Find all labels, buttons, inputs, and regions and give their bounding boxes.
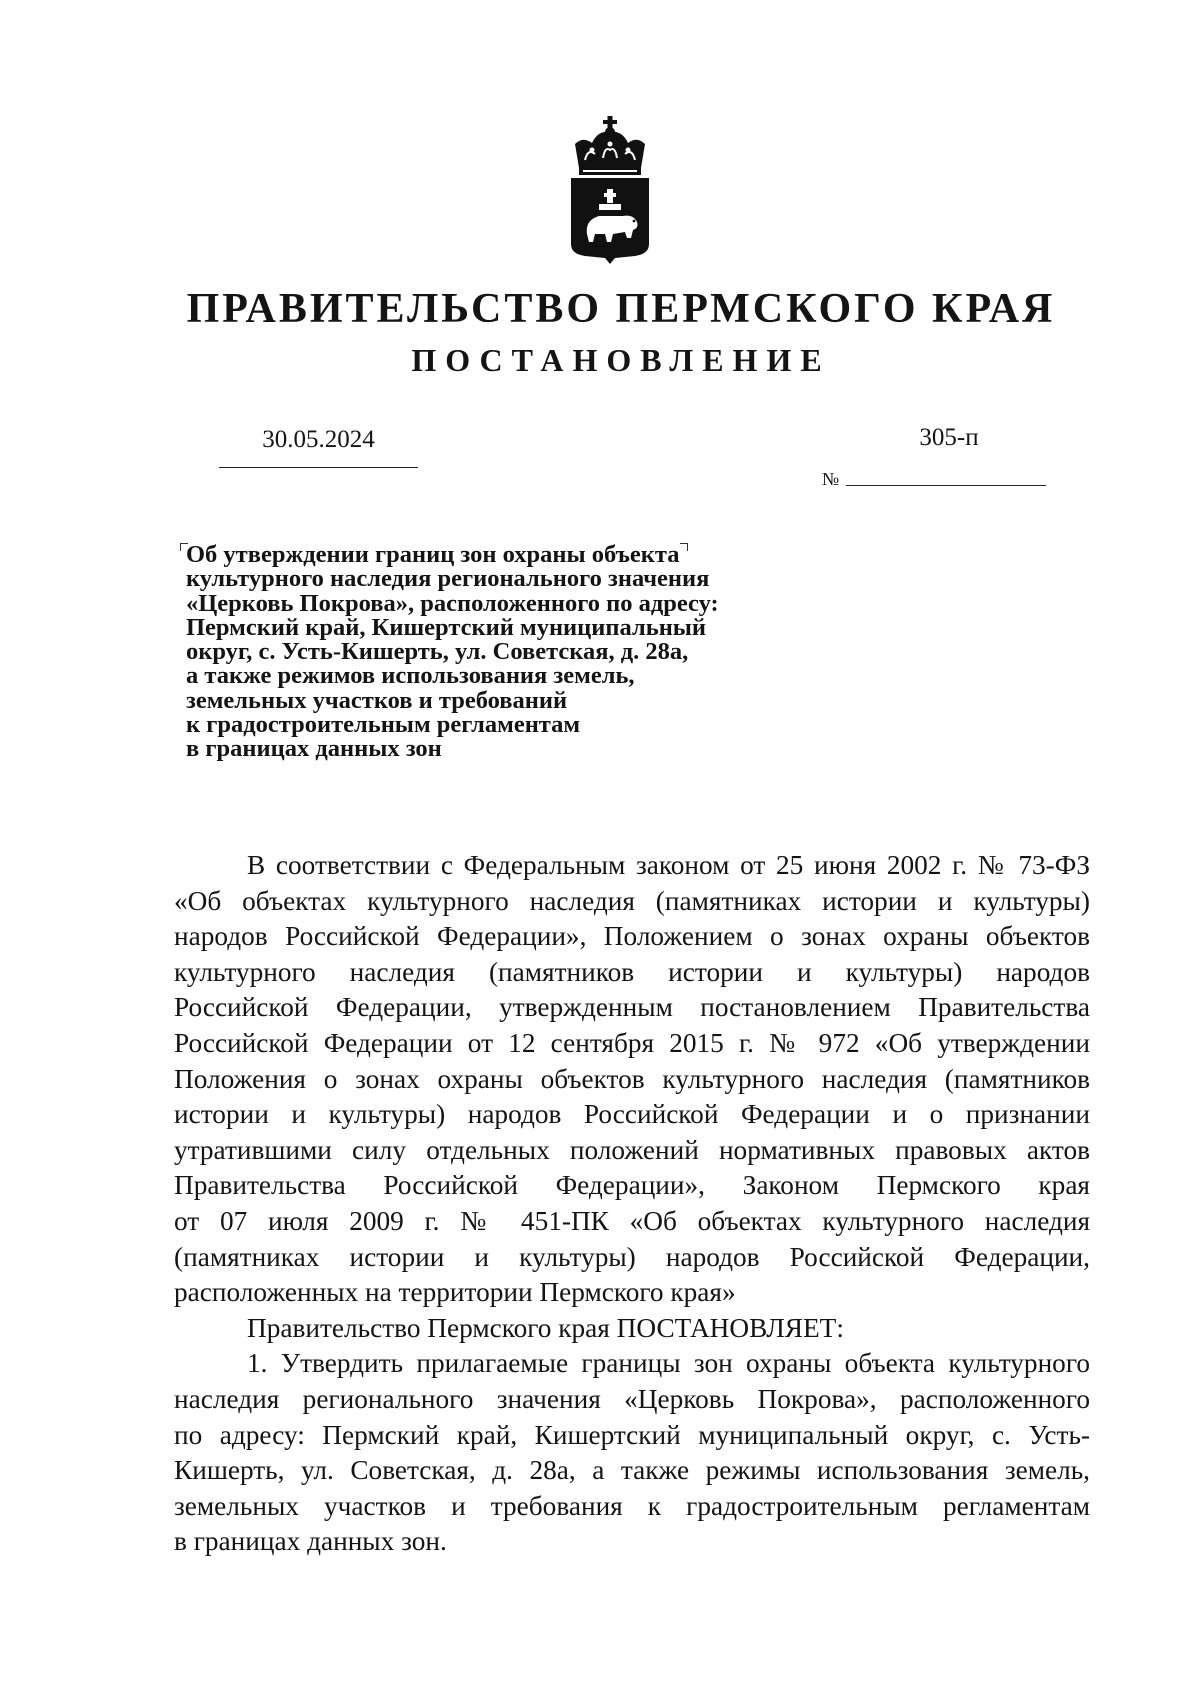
preamble-line: утратившими силу отдельных положений нормативных правовых актов bbox=[174, 1134, 1090, 1165]
subject-line: а также режимов использования земель, bbox=[186, 662, 635, 690]
item-line: наследия регионального значения «Церковь Покрова», расположенного bbox=[174, 1383, 1090, 1414]
item-line: в границах данных зон. bbox=[174, 1526, 447, 1557]
item-line: по адресу: Пермский край, Кишертский муниципальный округ, с. Усть- bbox=[174, 1419, 1090, 1450]
item-line: земельных участков и требования к градостроительным регламентам bbox=[174, 1490, 1090, 1521]
number-sign: № bbox=[822, 469, 840, 489]
preamble-line: Российской Федерации от 12 сентября 2015 г. № 972 «Об утверждении bbox=[174, 1027, 1090, 1058]
number-underline bbox=[846, 485, 1046, 486]
subject-line: к градостроительным регламентам bbox=[186, 711, 581, 739]
subject-line: округ, с. Усть-Кишерть, ул. Советская, д. 28а, bbox=[186, 638, 689, 666]
document-subject bbox=[186, 543, 826, 762]
preamble-line: Российской Федерации, утвержденным постановлением Правительства bbox=[174, 992, 1090, 1023]
preamble-line: расположенных на территории Пермского края» bbox=[174, 1277, 736, 1308]
subject-line: Об утверждении границ зон охраны объекта bbox=[186, 541, 680, 568]
organization-title: ПРАВИТЕЛЬСТВО ПЕРМСКОГО КРАЯ bbox=[186, 286, 1056, 332]
preamble-line: Положения о зонах охраны объектов культурного наследия (памятников bbox=[174, 1063, 1090, 1094]
preamble-line: Правительства Российской Федерации», Законом Пермского края bbox=[174, 1170, 1090, 1201]
preamble-line: истории и культуры) народов Российской Федерации и о признании bbox=[174, 1099, 1090, 1130]
subject-line: в границах данных зон bbox=[186, 735, 442, 763]
subject-line: культурного наследия регионального значения bbox=[186, 565, 710, 593]
date-value: 30.05.2024 bbox=[262, 426, 375, 453]
document-type: ПОСТАНОВЛЕНИЕ bbox=[411, 342, 831, 378]
preamble-line: культурного наследия (памятников истории и культуры) народов bbox=[174, 956, 1090, 987]
preamble-line: В соответствии с Федеральным законом от 25 июня 2002 г. № 73-ФЗ bbox=[247, 850, 1090, 880]
preamble-line: (памятниках истории и культуры) народов Российской Федерации, bbox=[174, 1241, 1090, 1272]
resolves-line: Правительство Пермского края ПОСТАНОВЛЯЕТ: bbox=[247, 1312, 844, 1343]
number-value: 305-п bbox=[919, 424, 979, 451]
item-line: 1. Утвердить прилагаемые границы зон охраны объекта культурного bbox=[247, 1348, 1090, 1379]
preamble-line: народов Российской Федерации», Положением о зонах охраны объектов bbox=[174, 921, 1090, 952]
subject-line: «Церковь Покрова», расположенного по адресу: bbox=[186, 589, 719, 617]
date-field bbox=[219, 425, 418, 468]
subject-line: Пермский край, Кишертский муниципальный bbox=[186, 613, 707, 641]
document-body bbox=[174, 848, 1090, 1560]
item-line: Кишерть, ул. Советская, д. 28а, а также режимы использования земель, bbox=[174, 1455, 1090, 1486]
preamble-line: «Об объектах культурного наследия (памятниках истории и культуры) bbox=[174, 885, 1090, 916]
date-underline bbox=[219, 467, 418, 468]
preamble-line: от 07 июля 2009 г. № 451-ПК «Об объектах культурного наследия bbox=[174, 1205, 1090, 1236]
perm-krai-coat-of-arms-icon bbox=[565, 116, 655, 266]
subject-line: земельных участков и требований bbox=[186, 686, 568, 714]
